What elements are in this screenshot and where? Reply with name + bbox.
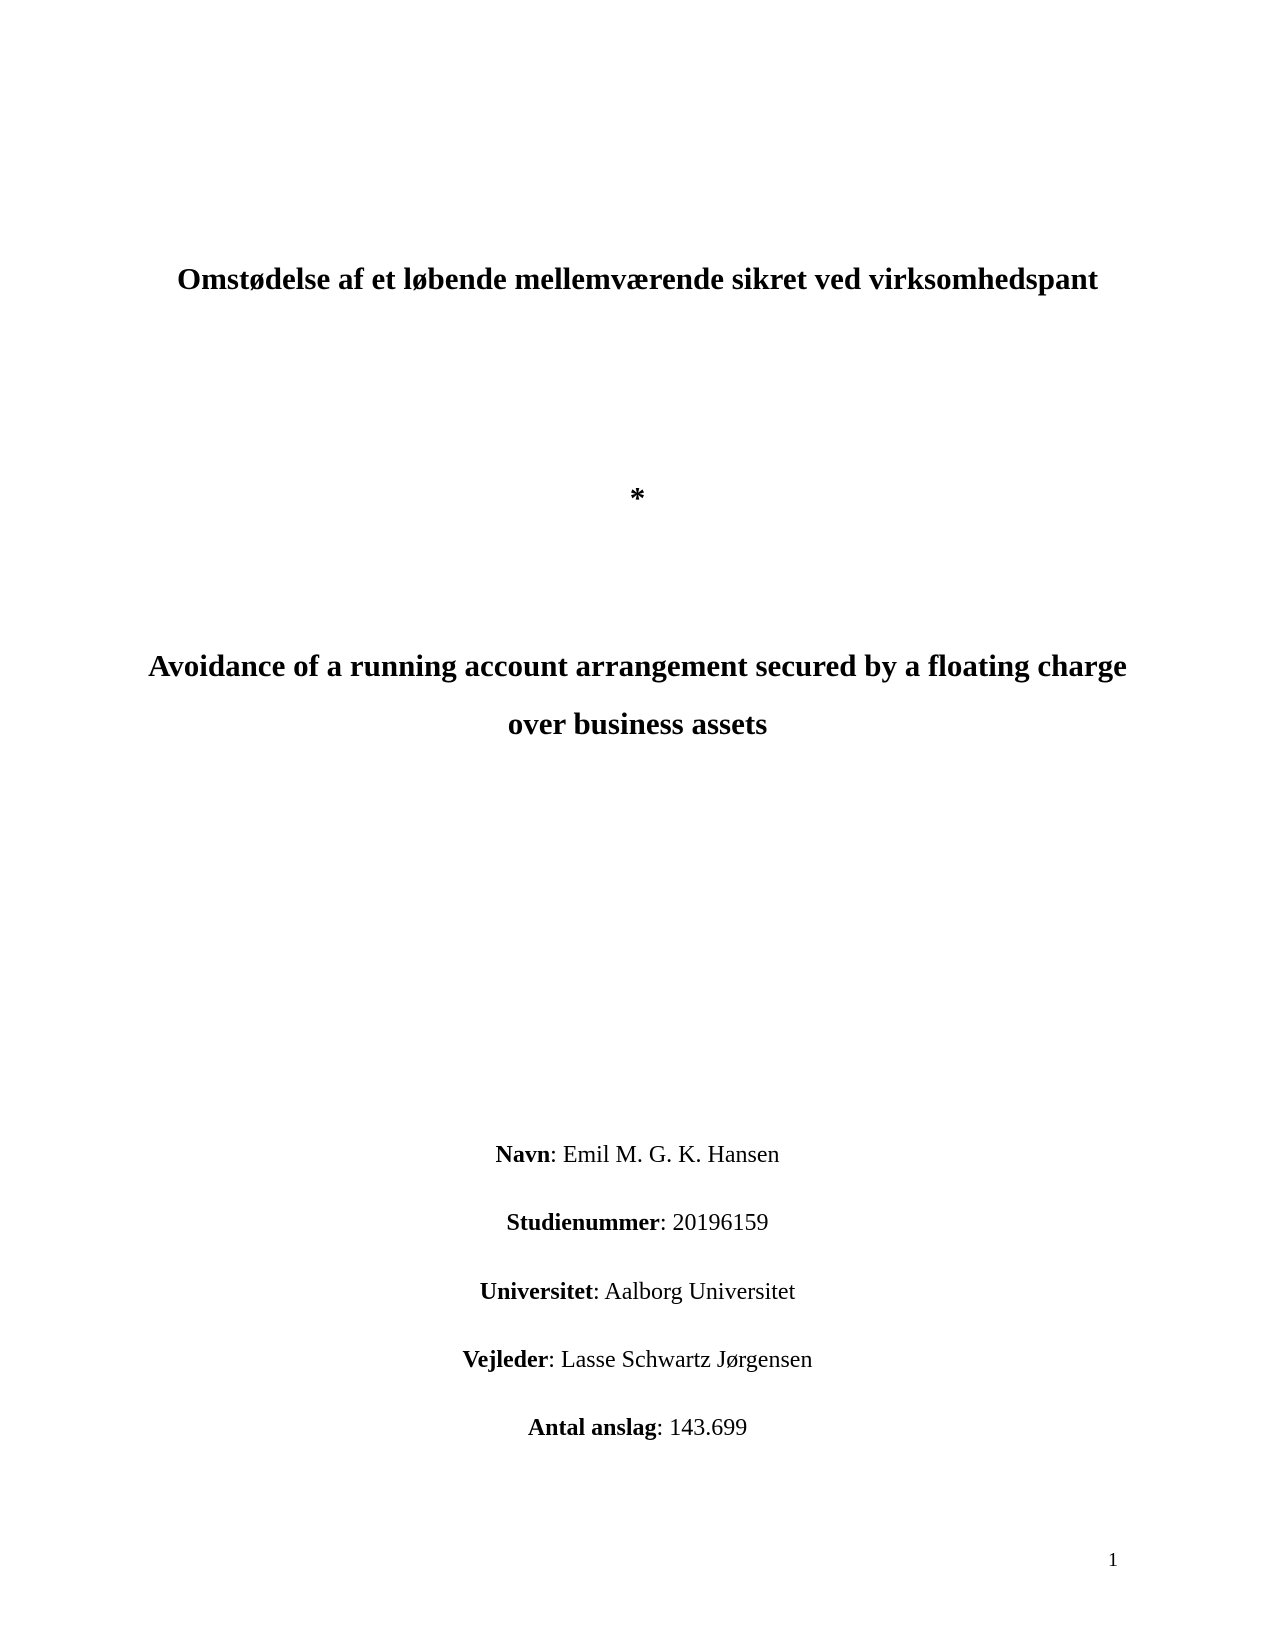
- asterisk-separator: *: [629, 480, 646, 515]
- metadata-value: Emil M. G. K. Hansen: [562, 1142, 780, 1168]
- metadata-row-character-count: [0, 1411, 1275, 1479]
- metadata-colon: :: [593, 1278, 605, 1305]
- metadata-label: Universitet: [479, 1278, 594, 1305]
- page-number: 1: [1108, 1549, 1118, 1571]
- metadata-value: Lasse Schwartz Jørgensen: [560, 1346, 813, 1373]
- metadata-colon: :: [656, 1415, 670, 1442]
- metadata-label: Antal anslag: [527, 1415, 657, 1442]
- metadata-colon: :: [548, 1346, 561, 1373]
- metadata-value: 143.699: [669, 1415, 748, 1442]
- author-metadata: [0, 1138, 1275, 1479]
- metadata-row-student-number: [0, 1206, 1275, 1274]
- metadata-value: Aalborg Universitet: [604, 1278, 796, 1305]
- metadata-row-name: [0, 1138, 1275, 1206]
- metadata-label: Navn: [495, 1142, 551, 1168]
- metadata-row-university: [0, 1275, 1275, 1343]
- metadata-colon: :: [659, 1210, 673, 1237]
- title-english: Avoidance of a running account arrangement secured by a floating charge over business assets: [148, 648, 1127, 741]
- metadata-value: 20196159: [672, 1210, 769, 1237]
- title-danish: Omstødelse af et løbende mellemværende sikret ved virksomhedspant: [176, 261, 1099, 296]
- metadata-label: Studienummer: [506, 1210, 660, 1237]
- metadata-label: Vejleder: [462, 1346, 549, 1373]
- metadata-row-supervisor: [0, 1343, 1275, 1411]
- metadata-colon: :: [550, 1142, 563, 1168]
